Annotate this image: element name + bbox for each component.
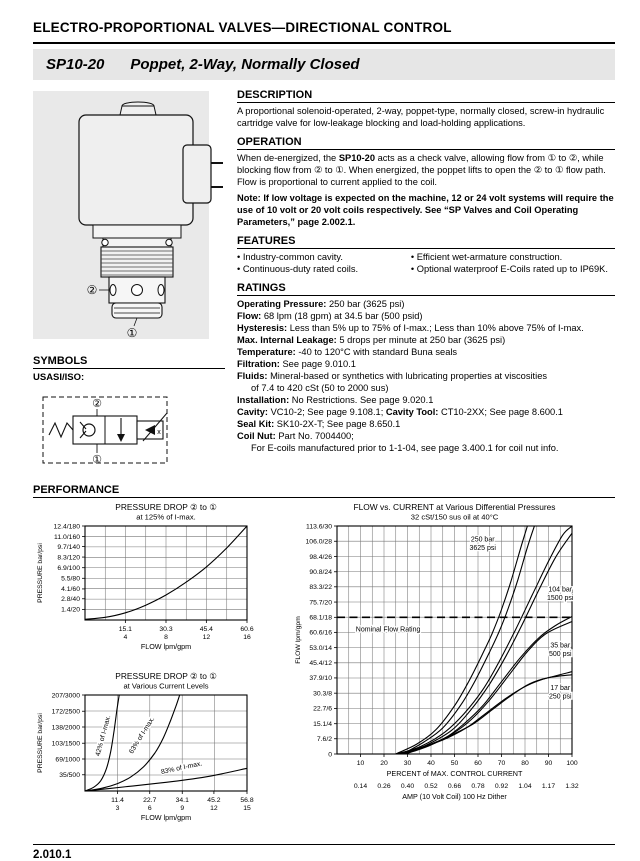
svg-text:6: 6 <box>147 805 152 812</box>
svg-text:AMP (10 Volt Coil) 100 Hz Dith: AMP (10 Volt Coil) 100 Hz Dither <box>402 792 507 801</box>
spring-symbol <box>49 423 73 437</box>
rating-line: Cavity: VC10-2; See page 9.108.1; Cavity Tool: CT10-2XX; See page 8.600.1 <box>237 407 563 417</box>
valve-coil-body <box>79 115 193 225</box>
o-ring <box>166 239 172 245</box>
svg-text:60.6/16: 60.6/16 <box>309 629 332 637</box>
svg-text:90.8/24: 90.8/24 <box>309 569 332 577</box>
svg-text:172/2500: 172/2500 <box>51 708 80 716</box>
port-hole <box>158 285 164 296</box>
series-17-bar-rising <box>396 672 572 754</box>
svg-text:63% of I-max.: 63% of I-max. <box>128 715 157 756</box>
svg-text:30.3: 30.3 <box>159 626 173 633</box>
svg-text:15: 15 <box>243 805 251 812</box>
valve-figure <box>33 89 225 342</box>
svg-text:53.0/14: 53.0/14 <box>309 644 332 652</box>
series-104-bar-rising <box>398 526 572 754</box>
svg-text:FLOW lpm/gpm: FLOW lpm/gpm <box>295 616 302 664</box>
svg-text:207/3000: 207/3000 <box>51 692 80 700</box>
svg-text:9.7/140: 9.7/140 <box>57 543 80 551</box>
svg-text:8: 8 <box>164 634 168 641</box>
svg-text:PERCENT of MAX. CONTROL CURREN: PERCENT of MAX. CONTROL CURRENT <box>386 769 523 778</box>
ratings-section <box>237 282 615 454</box>
iso-symbol <box>33 385 193 475</box>
svg-text:4.1/60: 4.1/60 <box>61 586 80 594</box>
svg-text:80: 80 <box>521 760 529 767</box>
svg-text:PRESSURE DROP ② to ①: PRESSURE DROP ② to ① <box>115 671 217 681</box>
svg-text:500 psi: 500 psi <box>548 651 572 659</box>
features-column-1 <box>237 251 411 275</box>
svg-text:103/1500: 103/1500 <box>51 740 80 748</box>
ratings-list <box>237 298 615 454</box>
svg-text:0.78: 0.78 <box>471 783 485 790</box>
svg-text:1.04: 1.04 <box>518 783 532 790</box>
description-section <box>237 89 615 129</box>
symbols-heading: SYMBOLS <box>33 355 225 369</box>
page-number: 2.010.1 <box>33 844 615 861</box>
svg-text:250 bar: 250 bar <box>470 536 495 544</box>
operation-section <box>237 136 615 228</box>
svg-text:PRESSURE bar/psi: PRESSURE bar/psi <box>37 543 44 603</box>
svg-text:3625 psi: 3625 psi <box>469 544 496 552</box>
svg-text:15.1: 15.1 <box>118 626 132 633</box>
svg-text:1500 psi: 1500 psi <box>547 594 574 602</box>
rating-line: Operating Pressure: 250 bar (3625 psi) <box>237 299 405 309</box>
performance-charts <box>33 500 615 840</box>
chart-pressure-drop-125-imax <box>33 500 283 661</box>
svg-text:45.4/12: 45.4/12 <box>309 660 332 668</box>
svg-text:11.0/160: 11.0/160 <box>54 533 80 541</box>
svg-text:60: 60 <box>474 760 482 767</box>
description-body: A proportional solenoid-operated, 2-way, poppet-type, normally closed, screw-in hydraulic cartridge valve for low-leakage blocking and load-holding applications. <box>237 106 605 128</box>
symbol-port-1: ① <box>92 454 102 466</box>
features-column-2 <box>411 251 608 275</box>
svg-text:Nominal Flow Rating: Nominal Flow Rating <box>355 626 421 634</box>
svg-text:6.9/100: 6.9/100 <box>57 564 80 572</box>
operation-body: When de-energized, the SP10-20 acts as a check valve, allowing flow from ① to ②, while blocking flow from ② to ①. When energized, the poppet lifts to open the ② to ① flow path. Flow is proportional to current applied to the coil. <box>237 153 606 187</box>
port-hole <box>132 285 143 296</box>
svg-text:32 cSt/150 sus oil at 40°C: 32 cSt/150 sus oil at 40°C <box>410 512 499 522</box>
svg-text:35 bar: 35 bar <box>550 642 571 650</box>
rating-line: Seal Kit: SK10-2X-T; See page 8.650.1 <box>237 419 401 429</box>
svg-text:22.7: 22.7 <box>143 797 157 804</box>
svg-text:250 psi: 250 psi <box>548 693 572 701</box>
svg-text:1.17: 1.17 <box>541 783 556 790</box>
svg-text:0.14: 0.14 <box>353 783 368 790</box>
svg-text:3: 3 <box>115 805 120 812</box>
description-heading: DESCRIPTION <box>237 89 615 103</box>
svg-text:12.4/180: 12.4/180 <box>53 523 80 531</box>
svg-text:50: 50 <box>450 760 459 767</box>
svg-text:0.40: 0.40 <box>400 783 415 790</box>
rating-line: Installation: No Restrictions. See page 9.020.1 <box>237 395 434 405</box>
rating-line: Filtration: See page 9.010.1 <box>237 359 356 369</box>
chart-svg <box>33 669 283 835</box>
svg-text:56.8: 56.8 <box>240 797 254 804</box>
valve-connector <box>183 145 211 203</box>
svg-text:FLOW lpm/gpm: FLOW lpm/gpm <box>140 642 192 651</box>
svg-text:4: 4 <box>123 634 128 641</box>
rating-line: Flow: 68 lpm (18 gpm) at 34.5 bar (500 psid) <box>237 311 423 321</box>
operation-heading: OPERATION <box>237 136 615 150</box>
svg-text:0.66: 0.66 <box>447 783 462 790</box>
chart-flow-vs-current <box>291 500 613 840</box>
svg-text:7.6/2: 7.6/2 <box>316 736 332 744</box>
features-section <box>237 235 615 275</box>
svg-text:75.7/20: 75.7/20 <box>309 599 332 607</box>
svg-text:138/2000: 138/2000 <box>51 724 80 732</box>
svg-text:0: 0 <box>328 751 332 759</box>
title-bar <box>33 49 615 80</box>
o-ring <box>102 239 108 245</box>
symbol-standard-label: USASI/ISO: <box>33 372 85 383</box>
svg-text:15.1/4: 15.1/4 <box>313 720 332 728</box>
svg-text:83% of I-max.: 83% of I-max. <box>160 760 203 776</box>
svg-text:34.1: 34.1 <box>175 797 189 804</box>
series-250-bar-rising <box>396 526 528 754</box>
svg-text:at Various Current Levels: at Various Current Levels <box>123 681 209 691</box>
svg-text:16: 16 <box>243 634 251 641</box>
svg-text:106.0/28: 106.0/28 <box>305 538 332 546</box>
svg-text:37.9/10: 37.9/10 <box>309 675 332 683</box>
svg-text:PRESSURE DROP ② to ①: PRESSURE DROP ② to ① <box>115 502 217 512</box>
header-rule <box>33 42 615 44</box>
svg-text:60.6: 60.6 <box>240 626 254 633</box>
svg-text:22.7/6: 22.7/6 <box>313 705 332 713</box>
right-column <box>237 89 615 480</box>
valve-nut <box>101 247 173 277</box>
feature-item: • Continuous-duty rated coils. <box>237 263 411 275</box>
svg-text:35/500: 35/500 <box>59 772 80 780</box>
rating-line: Coil Nut: Part No. 7004400; <box>237 431 354 441</box>
svg-text:69/1000: 69/1000 <box>55 756 80 764</box>
svg-text:x: x <box>157 429 161 436</box>
rating-line: Temperature: -40 to 120°C with standard Buna seals <box>237 347 458 357</box>
svg-text:FLOW lpm/gpm: FLOW lpm/gpm <box>140 813 192 822</box>
ratings-heading: RATINGS <box>237 282 615 296</box>
feature-item: • Industry-common cavity. <box>237 251 411 263</box>
svg-text:98.4/26: 98.4/26 <box>309 553 332 561</box>
svg-text:30: 30 <box>403 760 412 767</box>
svg-text:2.8/40: 2.8/40 <box>61 596 80 604</box>
operation-note: Note: If low voltage is expected on the machine, 12 or 24 volt systems will require the use of 10 volt or 20 volt coils respectively. See “SP Valves and Coil Operating Parameters,” page 2.002.1. <box>237 193 614 227</box>
svg-text:45.2: 45.2 <box>207 797 221 804</box>
svg-text:70: 70 <box>497 760 506 767</box>
svg-text:17 bar: 17 bar <box>550 684 571 692</box>
feature-item: • Optional waterproof E-Coils rated up to IP69K. <box>411 263 608 275</box>
svg-text:1.32: 1.32 <box>565 783 579 790</box>
left-column <box>33 89 225 480</box>
port-hole <box>110 285 116 296</box>
svg-text:0.26: 0.26 <box>377 783 391 790</box>
rating-line: Hysteresis: Less than 5% up to 75% of I-max.; Less than 10% above 75% of I-max. <box>237 323 584 333</box>
svg-text:100: 100 <box>566 760 578 767</box>
series-104-bar-falling <box>405 533 572 754</box>
svg-text:FLOW vs. CURRENT at Various Di: FLOW vs. CURRENT at Various Differential Pressures <box>353 502 556 512</box>
rating-line: Max. Internal Leakage: 5 drops per minute at 250 bar (3625 psi) <box>237 335 506 345</box>
model-description: Poppet, 2-Way, Normally Closed <box>130 56 360 73</box>
port-1-label: ① <box>126 326 138 340</box>
svg-text:40: 40 <box>427 760 435 767</box>
svg-text:1.4/20: 1.4/20 <box>61 606 80 614</box>
svg-text:45.4: 45.4 <box>199 626 213 633</box>
svg-text:9: 9 <box>180 805 185 812</box>
chart-svg <box>291 500 613 806</box>
page-header: ELECTRO-PROPORTIONAL VALVES—DIRECTIONAL CONTROL <box>33 20 452 35</box>
svg-text:113.6/30: 113.6/30 <box>306 523 332 531</box>
svg-text:12: 12 <box>210 805 218 812</box>
features-heading: FEATURES <box>237 235 615 249</box>
chart-pressure-drop-current-levels <box>33 669 283 840</box>
valve-tip <box>112 303 162 318</box>
rating-line: For E-coils manufactured prior to 1-1-04, see page 3.400.1 for coil nut info. <box>251 443 559 453</box>
svg-text:90: 90 <box>544 760 553 767</box>
svg-text:5.5/80: 5.5/80 <box>61 575 80 583</box>
svg-text:12: 12 <box>202 634 211 641</box>
feature-item: • Efficient wet-armature construction. <box>411 251 608 263</box>
symbol-port-2: ② <box>92 398 102 410</box>
valve-flange <box>93 225 181 238</box>
svg-text:30.3/8: 30.3/8 <box>313 690 332 698</box>
svg-text:83.3/22: 83.3/22 <box>309 584 332 592</box>
svg-text:20: 20 <box>380 760 388 767</box>
model-number: SP10-20 <box>46 56 105 73</box>
chart-svg <box>33 500 283 656</box>
rating-line: of 7.4 to 420 cSt (50 to 2000 sus) <box>251 383 389 393</box>
svg-text:at 125% of I-max.: at 125% of I-max. <box>136 512 196 522</box>
performance-heading: PERFORMANCE <box>33 484 615 498</box>
svg-text:0.92: 0.92 <box>494 783 509 790</box>
port-2-label: ② <box>86 283 98 297</box>
svg-text:8.3/120: 8.3/120 <box>57 554 80 562</box>
rating-line: Fluids: Mineral-based or synthetics with lubricating properties at viscosities <box>237 371 548 381</box>
svg-text:68.1/18: 68.1/18 <box>309 614 332 622</box>
svg-text:0.52: 0.52 <box>424 783 438 790</box>
svg-text:PRESSURE bar/psi: PRESSURE bar/psi <box>37 713 44 773</box>
content-row <box>33 89 615 480</box>
svg-text:42% of I-max.: 42% of I-max. <box>94 714 113 758</box>
svg-text:10: 10 <box>356 760 365 767</box>
svg-text:11.4: 11.4 <box>111 797 124 804</box>
svg-text:104 bar: 104 bar <box>548 586 573 594</box>
